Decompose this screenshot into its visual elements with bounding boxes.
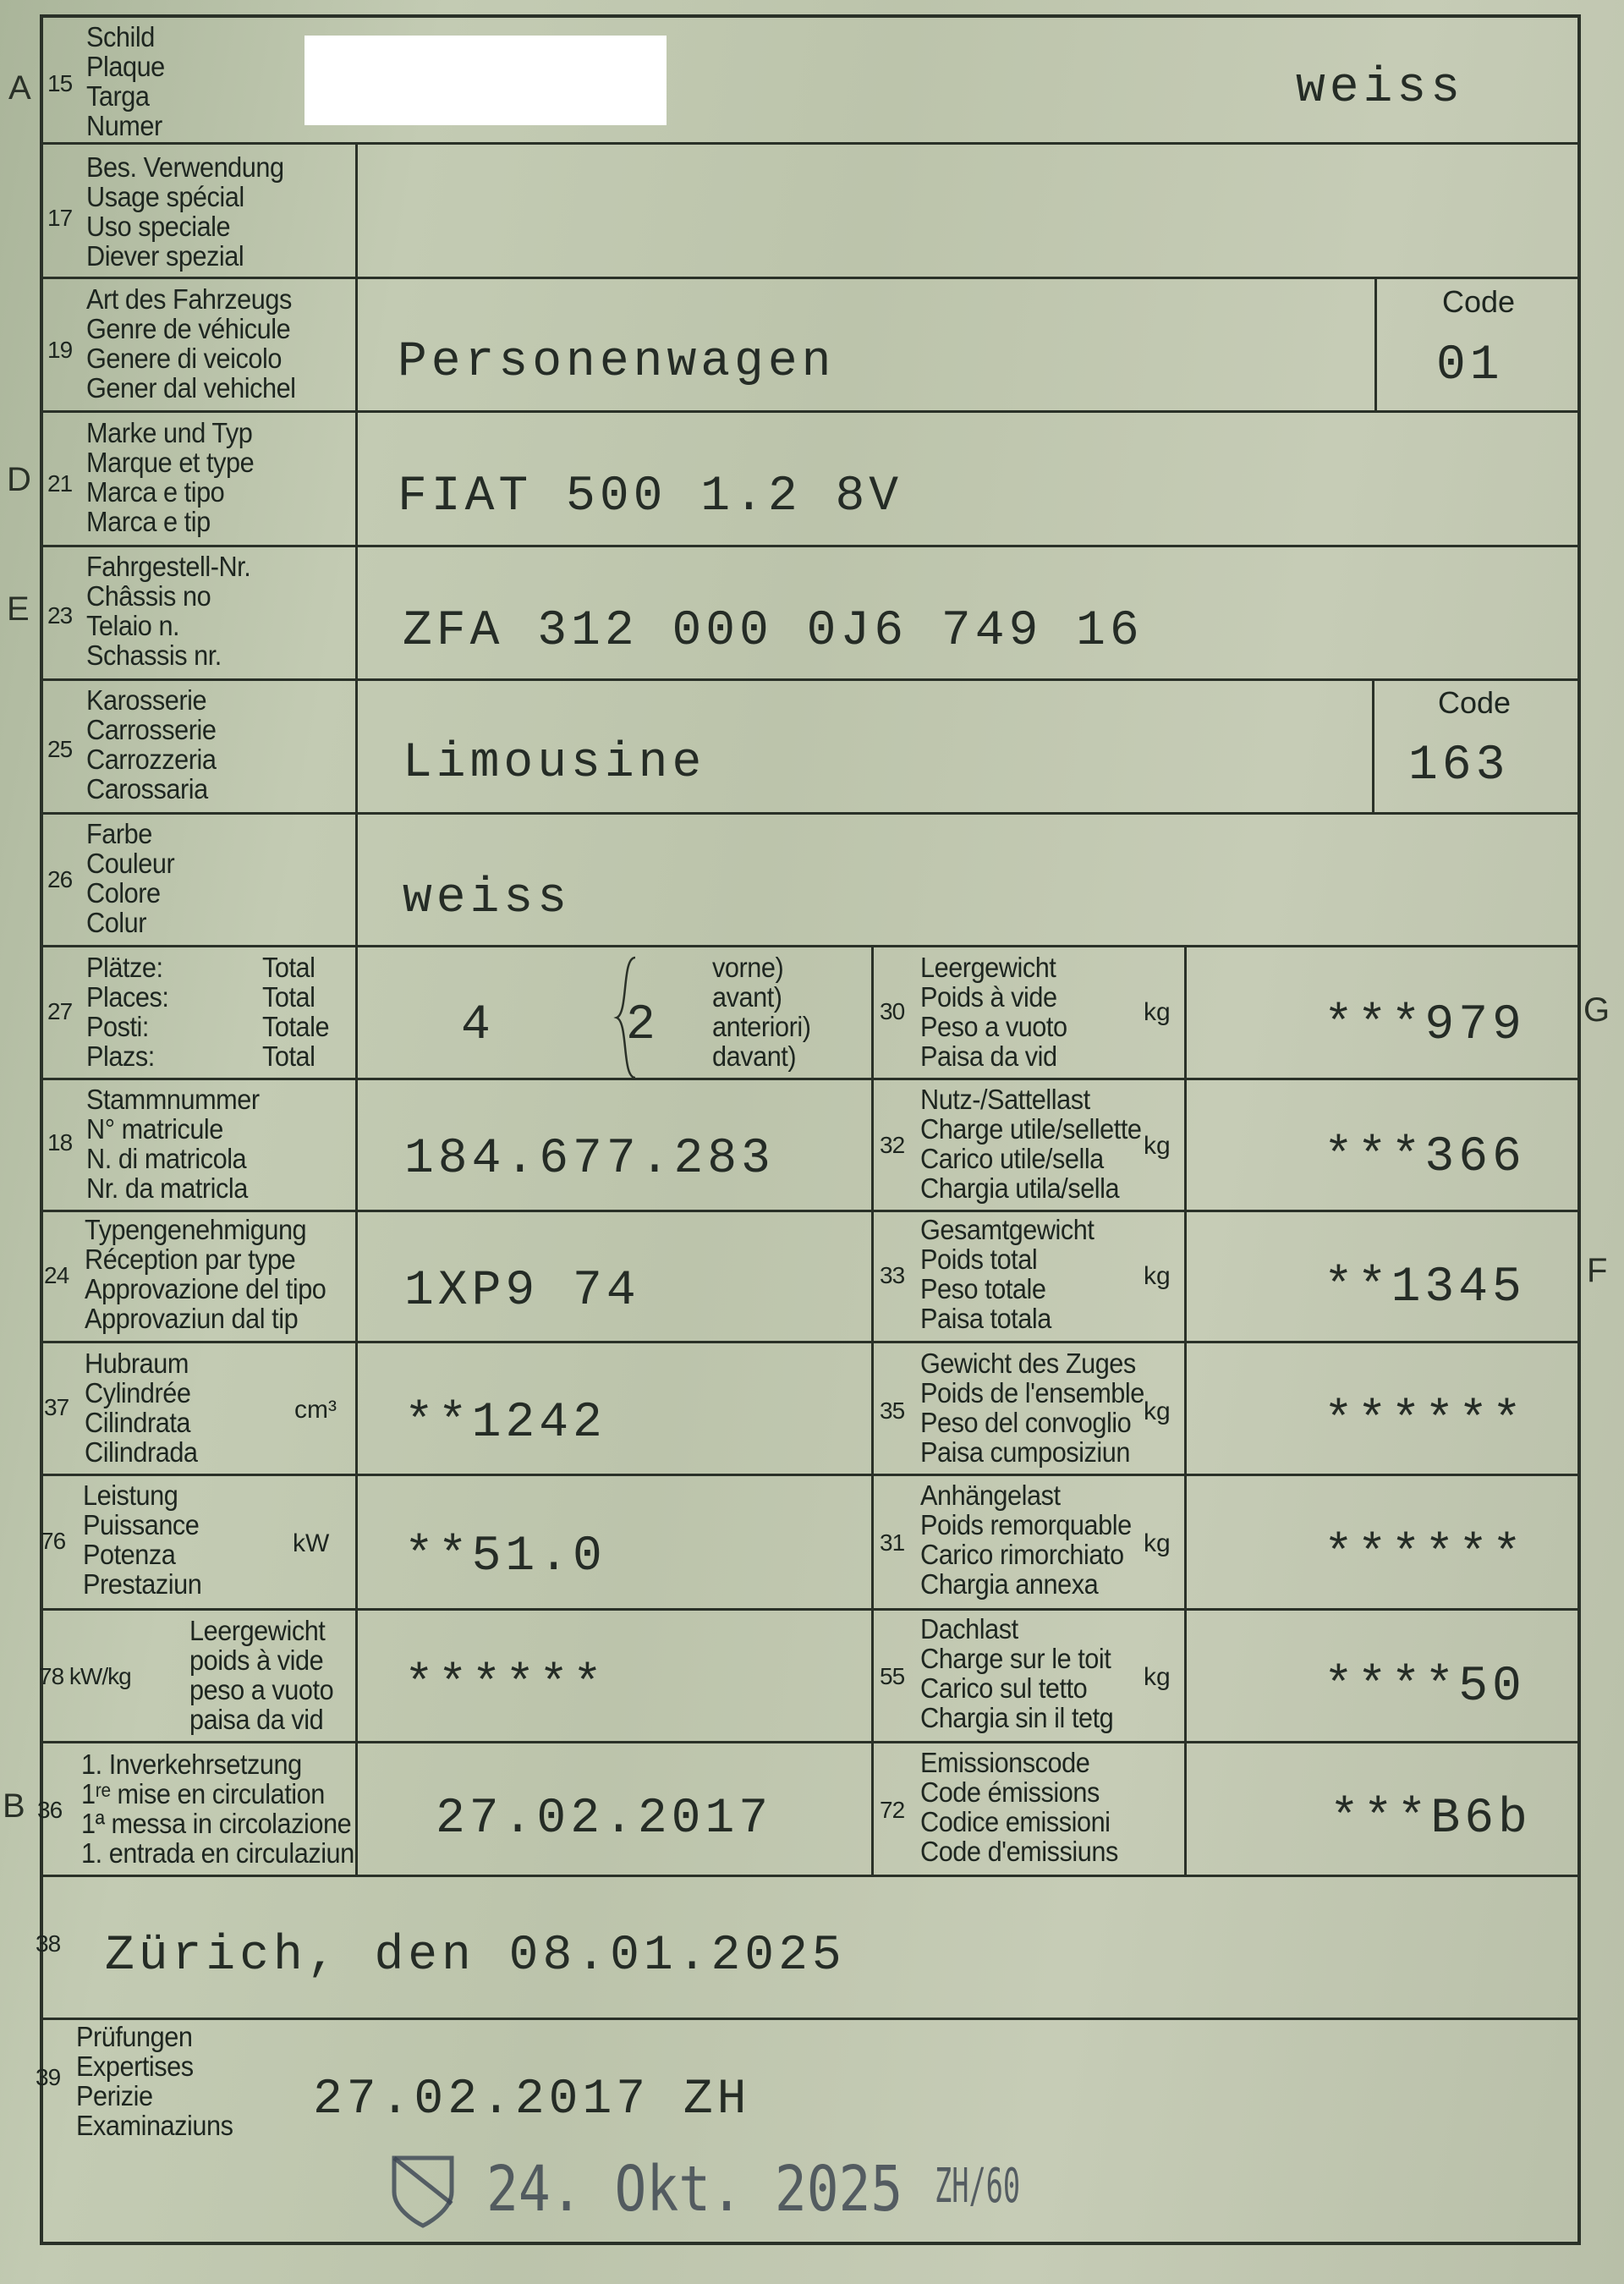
field-21-labels: Marke und Typ Marque et type Marca e tipo Marca e tip [86,417,255,537]
field-number-72: 72 [880,1797,905,1823]
field-23-value: ZFA 312 000 0J6 749 16 [403,604,1144,659]
field-number-39: 39 [36,2064,61,2090]
field-18-value: 184.677.283 [404,1132,775,1187]
field-36-value: 27.02.2017 [436,1792,773,1847]
field-21-value: FIAT 500 1.2 8V [398,469,903,524]
field-27-front-labels: vorne) avant) anteriori) davant) [712,952,811,1072]
field-37-value: **1242 [404,1396,606,1451]
field-number-37: 37 [44,1394,69,1420]
field-31-labels: Anhängelast Poids remorquable Carico rimorchiato Chargia annexa [920,1480,1132,1600]
field-38-value: Zürich, den 08.01.2025 [105,1929,846,1984]
field-26-value: weiss [403,871,572,926]
field-26-labels: Farbe Couleur Colore Colur [86,818,175,938]
field-number-25: 25 [47,736,73,762]
field-number-78: 78 kW/kg [39,1663,131,1689]
field-number-76: 76 [41,1528,66,1554]
field-35-value: ****** [1324,1394,1526,1449]
field-number-55: 55 [880,1663,905,1689]
field-31-unit: kg [1144,1529,1171,1557]
field-30-value: ***979 [1324,998,1526,1053]
field-35-unit: kg [1144,1397,1171,1425]
field-25-labels: Karosserie Carrosserie Carrozzeria Carossaria [86,684,217,804]
field-number-35: 35 [880,1397,905,1424]
field-19-value: Personenwagen [398,335,836,390]
field-number-33: 33 [880,1262,905,1288]
field-number-24: 24 [44,1262,69,1288]
field-number-30: 30 [880,998,905,1024]
margin-mark-d: D [7,461,31,498]
field-76-value: **51.0 [404,1529,606,1584]
field-number-21: 21 [47,470,73,497]
margin-mark-a: A [8,69,31,107]
field-39-value: 27.02.2017 ZH [313,2073,751,2128]
field-23-labels: Fahrgestell-Nr. Châssis no Telaio n. Schassis nr. [86,551,251,671]
field-33-labels: Gesamtgewicht Poids total Peso totale Paisa totala [920,1214,1095,1334]
field-number-15: 15 [47,70,73,96]
field-number-23: 23 [47,602,73,629]
field-19-code-label: Code [1442,284,1516,319]
field-15-labels: Schild Plaque Targa Numer [86,21,165,141]
field-78-value: ****** [404,1658,606,1713]
field-37-labels: Hubraum Cylindrée Cilindrata Cilindrada [85,1348,198,1468]
margin-mark-e: E [7,590,30,628]
field-19-code: 01 [1436,338,1504,393]
field-number-18: 18 [47,1129,73,1156]
field-31-value: ****** [1324,1528,1526,1583]
margin-mark-b: B [3,1787,25,1825]
field-55-value: ****50 [1324,1660,1526,1715]
field-72-value: ***B6b [1330,1792,1532,1847]
field-number-32: 32 [880,1132,905,1158]
field-72-labels: Emissionscode Code émissions Codice emissioni Code d'emissiuns [920,1747,1118,1867]
inspection-stamp-date: 24. Okt. 2025 [486,2153,903,2226]
field-78-labels: Leergewicht poids à vide peso a vuoto paisa da vid [189,1615,334,1735]
field-27-front-value: 2 [626,998,660,1053]
canton-shield-icon [389,2153,457,2229]
field-number-26: 26 [47,866,73,892]
field-55-labels: Dachlast Charge sur le toit Carico sul tetto Chargia sin il tetg [920,1613,1114,1733]
field-24-value: 1XP9 74 [404,1264,640,1319]
field-36-labels: 1. Inverkehrsetzung 1ʳᵉ mise en circulation 1ª messa in circolazione 1. entrada en circulaziun [81,1749,354,1869]
field-15-value: weiss [1296,61,1465,116]
field-number-19: 19 [47,337,73,363]
field-76-labels: Leistung Puissance Potenza Prestaziun [83,1480,202,1600]
field-19-labels: Art des Fahrzeugs Genre de véhicule Genere di veicolo Gener dal vehichel [86,283,296,404]
field-18-labels: Stammnummer N° matricule N. di matricola Nr. da matricla [86,1084,260,1204]
field-27-total-labels: Total Total Totale Total [262,952,330,1072]
field-number-36: 36 [37,1797,63,1823]
field-24-labels: Typengenehmigung Réception par type Approvazione del tipo Approvaziun dal tip [85,1214,326,1334]
inspection-stamp-code: ZH/60 [935,2159,1021,2214]
field-number-31: 31 [880,1529,905,1556]
field-27-labels: Plätze: Places: Posti: Plazs: [86,952,169,1072]
field-33-value: **1345 [1324,1260,1526,1315]
field-number-17: 17 [47,205,73,231]
field-35-labels: Gewicht des Zuges Poids de l'ensemble Peso del convoglio Paisa cumposiziun [920,1348,1144,1468]
field-76-unit: kW [293,1529,330,1557]
field-30-unit: kg [1144,998,1171,1026]
field-27-total-value: 4 [461,998,495,1053]
field-32-labels: Nutz-/Sattellast Charge utile/sellette Carico utile/sella Chargia utila/sella [920,1084,1142,1204]
field-25-value: Limousine [403,736,706,791]
field-32-unit: kg [1144,1132,1171,1160]
margin-mark-g: G [1583,991,1610,1029]
field-number-27: 27 [47,998,73,1024]
field-55-unit: kg [1144,1663,1171,1691]
field-25-code-label: Code [1438,685,1512,720]
field-17-labels: Bes. Verwendung Usage spécial Uso speciale Diever spezial [86,151,284,272]
field-39-labels: Prüfungen Expertises Perizie Examinaziuns [76,2021,233,2141]
field-30-labels: Leergewicht Poids à vide Peso a vuoto Paisa da vid [920,952,1067,1072]
field-32-value: ***366 [1324,1130,1526,1185]
field-25-code: 163 [1408,738,1510,793]
margin-mark-f: F [1587,1252,1608,1289]
field-number-38: 38 [36,1930,61,1957]
field-33-unit: kg [1144,1262,1171,1290]
field-37-unit: cm³ [294,1396,337,1424]
